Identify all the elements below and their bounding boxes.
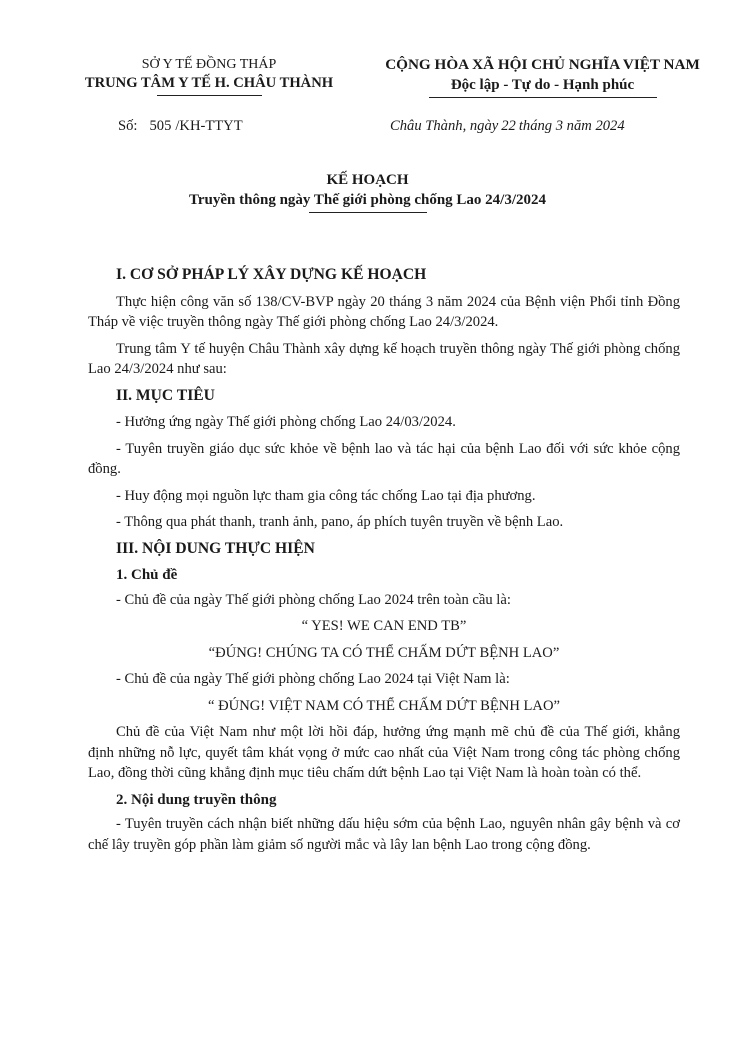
document-body <box>88 265 680 861</box>
org-name: TRUNG TÂM Y TẾ H. CHÂU THÀNH <box>84 75 334 91</box>
paragraph: Thực hiện công văn số 138/CV-BVP ngày 20 tháng 3 năm 2024 của Bệnh viện Phổi tỉnh Đồng Tháp về việc truyền thông ngày Thế giới phòng chống Lao 24/3/2024. <box>88 293 680 330</box>
paragraph: - Chủ đề của ngày Thế giới phòng chống Lao 2024 trên toàn cầu là: <box>116 591 511 608</box>
paragraph: - Chủ đề của ngày Thế giới phòng chống Lao 2024 tại Việt Nam là: <box>116 671 510 687</box>
issuing-org-block <box>50 55 368 96</box>
global-theme-vi: “ĐÚNG! CHÚNG TA CÓ THỂ CHẤM DỨT BỆNH LAO” <box>208 644 560 661</box>
number-value: 505 <box>149 118 172 134</box>
subsection-heading: 1. Chủ đề <box>116 567 178 583</box>
list-item: - Tuyên truyền giáo dục sức khỏe về bệnh lao và tác hại của bệnh Lao đối với sức khỏe cộng đồng. <box>88 440 680 477</box>
global-theme-en: “ YES! WE CAN END TB” <box>301 618 467 634</box>
motto-underline <box>429 97 657 98</box>
number-suffix: /KH-TTYT <box>175 118 243 134</box>
nation-title: CỘNG HÒA XÃ HỘI CHỦ NGHĨA VIỆT NAM <box>385 56 700 73</box>
list-item: - Thông qua phát thanh, tranh ảnh, pano, áp phích tuyên truyền về bệnh Lao. <box>116 514 564 530</box>
parent-org: SỞ Y TẾ ĐỒNG THÁP <box>141 57 277 72</box>
section-heading: I. CƠ SỞ PHÁP LÝ XÂY DỰNG KẾ HOẠCH <box>116 266 427 283</box>
plan-type: KẾ HOẠCH <box>326 172 409 188</box>
paragraph: - Tuyên truyền cách nhận biết những dấu hiệu sớm của bệnh Lao, nguyên nhân gây bệnh và cơ chế lây truyền góp phần làm giảm số người mắc và lây lan bệnh Lao trong cộng đồng. <box>88 816 680 853</box>
vietnam-theme: “ ĐÚNG! VIỆT NAM CÓ THỂ CHẤM DỨT BỆNH LAO” <box>208 697 560 714</box>
document-date <box>390 118 625 135</box>
date-day: 22 <box>501 118 516 134</box>
date-month-year: tháng 3 năm 2024 <box>518 118 625 134</box>
org-underline <box>157 95 262 96</box>
plan-heading <box>0 170 735 213</box>
nation-motto: Độc lập - Tự do - Hạnh phúc <box>450 77 635 93</box>
list-item: - Hưởng ứng ngày Thế giới phòng chống Lao 24/03/2024. <box>116 414 456 430</box>
national-header-block <box>360 55 725 98</box>
document-number <box>118 118 243 135</box>
paragraph: Trung tâm Y tế huyện Châu Thành xây dựng kế hoạch truyền thông ngày Thế giới phòng chống Lao 24/3/2024 như sau: <box>88 340 680 377</box>
plan-title: Truyền thông ngày Thế giới phòng chống Lao 24/3/2024 <box>189 192 546 208</box>
paragraph: Chủ đề của Việt Nam như một lời hồi đáp, hưởng ứng mạnh mẽ chủ đề của Thế giới, khẳng định những nỗ lực, quyết tâm khát vọng ở mức cao nhất của Việt Nam trong công tác phòng chống Lao, đồng thời cũng khẳng định mục tiêu chấm dứt bệnh Lao tại Việt Nam là hoàn toàn có thể. <box>88 724 680 781</box>
section-heading: II. MỤC TIÊU <box>116 386 215 404</box>
list-item: - Huy động mọi nguồn lực tham gia công tác chống Lao tại địa phương. <box>116 487 536 504</box>
subsection-heading: 2. Nội dung truyền thông <box>116 791 277 808</box>
title-underline <box>309 212 427 213</box>
number-label: Số: <box>118 118 138 134</box>
date-prefix: Châu Thành, ngày <box>390 118 499 134</box>
section-heading: III. NỘI DUNG THỰC HIỆN <box>116 539 315 557</box>
